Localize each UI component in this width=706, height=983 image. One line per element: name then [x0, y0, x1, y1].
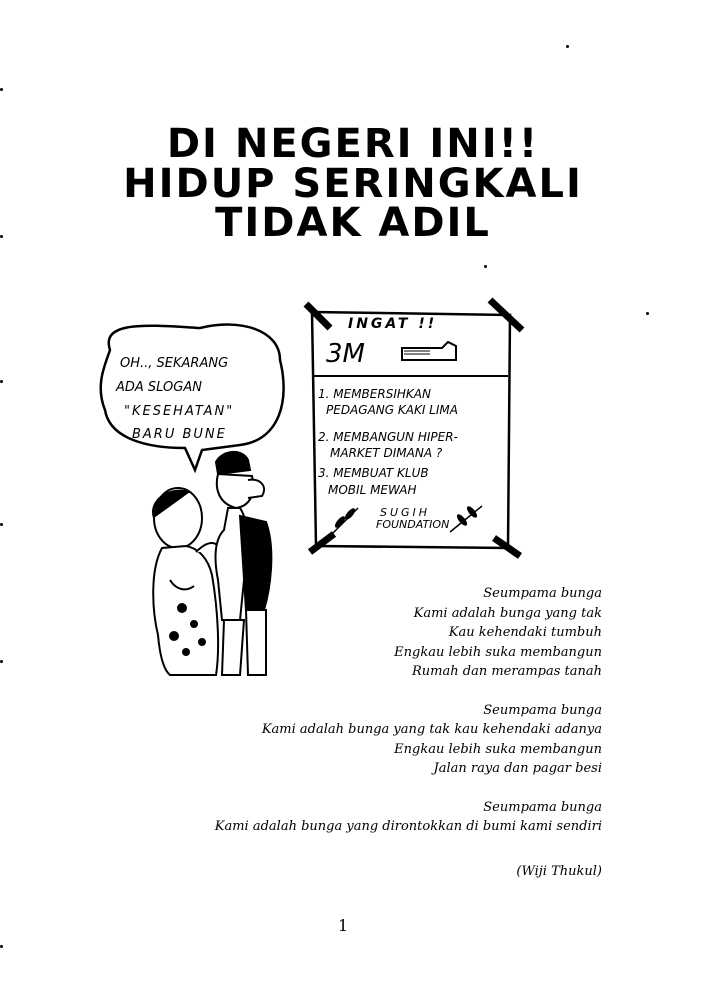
scan-speck	[566, 45, 569, 48]
poem-line: Kami adalah bunga yang tak	[413, 605, 602, 621]
poem-line: Jalan raya dan pagar besi	[433, 761, 602, 776]
scan-speck	[0, 380, 3, 383]
poem-line: Kami adalah bunga yang dirontokkan di bumi kami sendiri	[214, 819, 602, 834]
sign-item2-line1: 2. MEMBANGUN HIPER-	[318, 430, 458, 444]
scan-speck	[0, 88, 3, 91]
poem-line: Engkau lebih suka membangun	[394, 644, 602, 660]
speech-line-2: ADA SLOGAN	[116, 380, 202, 395]
scan-speck	[646, 312, 649, 315]
sign-footer-line1: SUGIH	[380, 506, 431, 519]
sign-subheader: 3M	[326, 339, 365, 369]
poem-line: Engkau lebih suka membangun	[394, 741, 602, 757]
sign-item1-line2: PEDAGANG KAKI LIMA	[326, 403, 458, 417]
scan-speck	[484, 265, 487, 268]
poem-line: Kami adalah bunga yang tak kau kehendaki adanya	[261, 722, 602, 737]
stanza-gap	[182, 682, 602, 701]
sign-header: INGAT !!	[348, 316, 438, 332]
sign-board	[306, 300, 522, 556]
poem-line: Seumpama bunga	[483, 702, 602, 718]
speech-line-3: "KESEHATAN"	[124, 404, 235, 419]
scan-speck	[0, 660, 3, 663]
poem-line: Kau kehendaki tumbuh	[448, 625, 602, 640]
sign-item1-line1: 1. MEMBERSIHKAN	[318, 387, 431, 401]
scan-speck	[0, 235, 3, 238]
speech-line-1: OH.., SEKARANG	[120, 356, 229, 371]
poem-line: Seumpama bunga	[483, 586, 602, 601]
page-number: 1	[338, 916, 349, 935]
scan-speck	[0, 523, 3, 526]
scan-speck	[0, 945, 3, 948]
sign-item3-line2: MOBIL MEWAH	[328, 483, 417, 497]
title-line-3: TIDAK ADIL	[215, 200, 491, 246]
sign-footer-line2: FOUNDATION	[376, 518, 450, 531]
poem-line: Rumah dan merampas tanah	[412, 664, 602, 679]
poem-attribution: (Wiji Thukul)	[516, 864, 602, 879]
title-line-2: HIDUP SERINGKALI	[123, 161, 583, 207]
sign-item2-line2: MARKET DIMANA ?	[330, 446, 443, 460]
title-line-1: DI NEGERI INI!!	[166, 121, 540, 167]
stanza-gap	[182, 779, 602, 798]
poem-line: Seumpama bunga	[483, 799, 602, 815]
sign-item3-line1: 3. MEMBUAT KLUB	[318, 466, 429, 480]
speech-line-4: BARU BUNE	[132, 427, 227, 442]
speech-bubble	[101, 325, 284, 470]
poem	[182, 584, 602, 837]
